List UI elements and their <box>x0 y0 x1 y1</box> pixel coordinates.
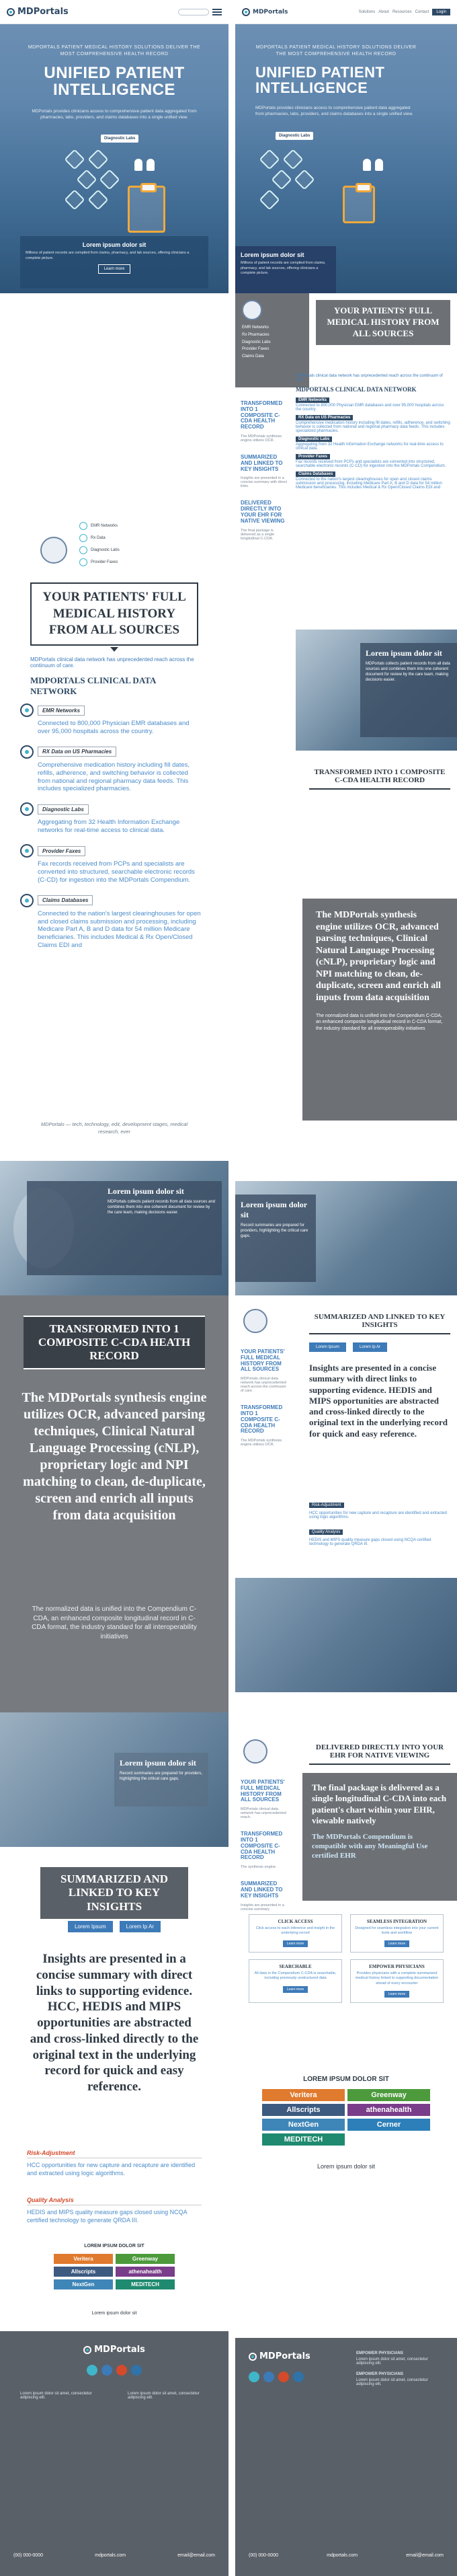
database-icon <box>20 894 34 907</box>
partner-logos <box>262 2089 430 2146</box>
hamburger-menu-icon[interactable] <box>212 9 222 15</box>
partner-logo: Greenway <box>116 2254 175 2264</box>
footer-col-text: Lorem ipsum dolor sit amet, consectetur adipiscing elit. <box>356 2357 428 2365</box>
footer-site[interactable]: mdportals.com <box>327 2553 358 2558</box>
list-item: Provider Faxes Fax records received from PCPs and specialists are converted into structured, searchable electronic records (C-CD) for ingestion into the MDPortals Compendium. <box>296 455 446 468</box>
brand-logo[interactable] <box>7 7 69 17</box>
source-item: Diagnostic Labs <box>242 340 271 344</box>
pill-icon <box>20 745 34 759</box>
partner-logo: athenahealth <box>347 2104 430 2116</box>
people-icon <box>134 159 155 171</box>
records-photo <box>0 1712 229 1847</box>
section-nav <box>241 1780 288 1924</box>
hex-icon <box>99 169 120 190</box>
history-title: YOUR PATIENTS' FULL MEDICAL HISTORY FROM ALL SOURCES <box>316 300 450 345</box>
sources-list <box>242 324 302 361</box>
insights-icon <box>243 1309 267 1333</box>
history-tagline: MDPortals — tech, technology, edit, development stages, medical research, ever <box>40 1121 188 1135</box>
diagnostic-labs-badge: Diagnostic Labs <box>276 132 313 140</box>
flask-icon <box>20 802 34 816</box>
hex-icon <box>271 169 292 190</box>
nav-section-link[interactable]: DELIVERED DIRECTLY INTO YOUR EHR FOR NATIVE VIEWING <box>241 500 285 524</box>
pill-icon <box>79 534 87 542</box>
hex-network-graphic <box>54 132 175 226</box>
nav-section-desc: The final package is delivered as a single longitudinal C-CDA. <box>241 528 275 541</box>
transformed-title: TRANSFORMED INTO 1 COMPOSITE C-CDA HEALTH RECORD <box>309 764 450 790</box>
clinician-photo <box>296 630 457 751</box>
nav-section-desc: MDPortals clinical data network has unprecedented reach. <box>241 1807 286 1820</box>
source-emr: EMR Networks <box>79 522 160 530</box>
summarized-buttons <box>0 1921 229 1932</box>
logo-mark-icon <box>242 8 250 16</box>
sources-strip <box>0 293 229 569</box>
mobile-header <box>0 0 229 24</box>
emr-icon <box>79 522 87 530</box>
monitor-icon <box>20 704 34 717</box>
hero-title-line2: INTELLIGENCE <box>52 81 175 100</box>
hero-pretitle: MDPORTALS PATIENT MEDICAL HISTORY SOLUTIONS DELIVER THE MOST COMPREHENSIVE HEALTH RECORD <box>255 45 417 56</box>
history-subtitle: MDPORTALS CLINICAL DATA NETWORK <box>30 675 156 696</box>
footer-phone[interactable]: (00) 000-0000 <box>13 2553 43 2558</box>
nav-section-desc: MDPortals clinical data network has unprecedented reach across the continuum of care. <box>241 1377 286 1394</box>
history-intro: MDPortals clinical data network has unprecedented reach across the continuum of care. <box>296 374 443 382</box>
nav-section-link[interactable]: YOUR PATIENTS' FULL MEDICAL HISTORY FROM ALL SOURCES <box>241 1779 285 1803</box>
hero-box-title: Lorem ipsum dolor sit <box>82 241 147 248</box>
partner-logo: MEDITECH <box>116 2279 175 2289</box>
records-photo <box>235 1181 457 1295</box>
footer-contact <box>249 2553 444 2558</box>
nav-link[interactable]: Solutions <box>358 9 376 14</box>
partner-logo: Veritera <box>54 2254 113 2264</box>
nav-section-desc: The MDPortals synthesis engine utilizes OCR. <box>241 434 282 443</box>
photo-title: Lorem ipsum dolor sit <box>366 648 442 658</box>
quality-block <box>309 1524 450 1546</box>
partner-logo: MEDITECH <box>262 2133 345 2146</box>
partner-logo: Cerner <box>347 2119 430 2131</box>
login-button[interactable]: Login <box>432 9 450 15</box>
transformed-body: The MDPortals synthesis engine utilizes OCR, advanced parsing techniques, Clinical Natural Language Processing (cNLP), proprietary logic and NPI matching to clean, de-duplicate, screen and enrich all inputs from data acquisition <box>316 910 442 1003</box>
site-footer <box>0 2331 229 2576</box>
brand-name: MDPortals <box>17 7 69 17</box>
twitter-icon[interactable] <box>87 2365 97 2376</box>
footer-col-title: EMPOWER PHYSICIANS <box>356 2351 404 2355</box>
photo-title: Lorem ipsum dolor sit <box>108 1186 184 1196</box>
partners-footer-title: Lorem ipsum dolor sit <box>91 2311 137 2316</box>
hex-icon <box>64 189 85 210</box>
hex-icon <box>64 149 85 169</box>
feature-card: CLICK ACCESS Click access to each inference and insight in the underlying record Learn more <box>249 1914 342 1953</box>
list-item: Claims Databases Connected to the nation's largest clearinghouses for open and closed claims submission and processing, including Medicare Part A, B and D data for 54 million Medicare beneficiaries. This includes Medical & Rx Open/Closed Claims EDI and <box>20 894 202 950</box>
partner-logo: Allscripts <box>262 2104 345 2116</box>
summarized-title: SUMMARIZED AND LINKED TO KEY INSIGHTS <box>309 1309 450 1334</box>
risk-text: HCC opportunities for new capture and recapture are identified and extracted using logic algorithms. <box>27 2162 196 2176</box>
feature-cards <box>249 1914 444 2003</box>
facebook-icon[interactable] <box>101 2365 112 2376</box>
social-links <box>0 2365 229 2376</box>
risk-label: Risk-Adjustment <box>309 1503 344 1508</box>
lorem-button-1[interactable]: Lorem Ipsum <box>68 1921 113 1932</box>
linkedin-icon[interactable] <box>131 2365 142 2376</box>
hex-icon <box>259 189 280 210</box>
quality-label: Quality Analysis <box>309 1529 343 1535</box>
hex-icon <box>87 149 108 169</box>
search-pill[interactable] <box>178 9 209 15</box>
quality-block <box>27 2197 202 2224</box>
photo-body: Record summaries are prepared for providers, highlighting the critical care gaps. <box>120 1772 203 1782</box>
brand-logo[interactable]: MDPortals <box>242 8 288 16</box>
nav-section-link[interactable]: SUMMARIZED AND LINKED TO KEY INSIGHTS <box>241 453 283 472</box>
source-item: EMR Networks <box>242 326 269 330</box>
transformed-note: The normalized data is unified into the Compendium C-CDA, an enhanced composite longitudinal record in C-CDA format, the industry standard for all interoperability initiatives <box>32 1605 197 1640</box>
linkedin-icon[interactable] <box>293 2372 304 2382</box>
footer-phone[interactable]: (00) 000-0000 <box>249 2553 278 2558</box>
clinician-photo <box>0 1161 229 1295</box>
nav-section-desc: Insights are presented in a concise summary with direct links. <box>241 476 288 489</box>
footer-col-text: Lorem ipsum dolor sit amet, consectetur adipiscing elit. <box>356 2378 428 2386</box>
delivered-body-2: The MDPortals Compendium is compatible with any Meaningful Use certified EHR <box>312 1833 428 1860</box>
list-item: Diagnostic Labs Aggregating from 32 Health Information Exchange networks for real-time access to clinical data. <box>296 437 444 451</box>
nav-section-link[interactable]: YOUR PATIENTS' FULL MEDICAL HISTORY FROM ALL SOURCES <box>241 1349 285 1373</box>
ehr-icon <box>243 1739 267 1764</box>
photo-title: Lorem ipsum dolor sit <box>241 1200 307 1219</box>
risk-block <box>309 1497 450 1519</box>
transformed-note: The normalized data is unified into the Compendium C-CDA, an enhanced composite longitudinal record in C-CDA format, the industry standard for all interoperability initiatives <box>316 1014 443 1031</box>
hex-icon <box>259 149 280 169</box>
section-nav <box>241 401 288 553</box>
summarized-body: Insights are presented in a concise summary with direct links to supporting evidence. HCC, HEDIS and MIPS opportunities are abstracted and cross-linked directly to the original text in the underlying record for quick and easy reference. <box>30 1952 199 2094</box>
list-item: RX Data on US Pharmacies Comprehensive medication history including fill dates, refills, adherence, and switching behavior is collected from national and regional pharmacy data feeds. This includes specialized pharmacies. <box>296 416 450 433</box>
partner-logo: Veritera <box>262 2089 345 2101</box>
feature-card: SEAMLESS INTEGRATION Designed for seamless integration into your current tools and workflow Learn more <box>350 1914 444 1953</box>
footer-col-title: EMPOWER PHYSICIANS <box>356 2372 404 2376</box>
photo-body: MDPortals collects patient records from all data sources and combines them into one coherent document for review by the care team, making decisions easier. <box>108 1200 216 1215</box>
logo-mark-icon <box>249 2353 257 2361</box>
hero-title: UNIFIED PATIENT INTELLIGENCE <box>255 64 385 97</box>
hero-title-line1: UNIFIED PATIENT <box>44 64 185 82</box>
youtube-icon[interactable] <box>278 2372 289 2382</box>
twitter-icon[interactable] <box>249 2372 259 2382</box>
partner-logo: Allscripts <box>54 2267 113 2277</box>
nav-section-desc: The synthesis engine. <box>241 1865 277 1870</box>
section-nav <box>241 1349 288 1459</box>
partner-logos <box>54 2254 175 2289</box>
list-item: EMR Networks Connected to 800,000 Physician EMR databases and over 95,000 hospitals across the country. <box>296 398 444 412</box>
feature-card: EMPOWER PHYSICIANS Provides physicians with a complete summarized medical history linked to supporting documentation ahead of every encounter Learn more <box>350 1959 444 2002</box>
nav-section-desc: The MDPortals synthesis engine utilizes OCR. <box>241 1439 282 1447</box>
history-subtitle: MDPORTALS CLINICAL DATA NETWORK <box>296 386 417 393</box>
risk-label: Risk-Adjustment <box>27 2150 202 2158</box>
logo-mark-icon <box>7 8 15 16</box>
fax-icon <box>20 844 34 858</box>
history-section <box>0 569 229 1161</box>
history-intro: MDPortals clinical data network has unprecedented reach across the continuum of care. <box>30 656 194 669</box>
summarized-title: SUMMARIZED AND LINKED TO KEY INSIGHTS <box>40 1867 188 1919</box>
nav-section-link[interactable]: TRANSFORMED INTO 1 COMPOSITE C-CDA HEALTH RECORD <box>241 1831 283 1861</box>
nav-section-desc: Insights are presented in a concise summary. <box>241 1903 284 1911</box>
data-network-list <box>296 374 450 494</box>
nav-link[interactable]: Contact <box>415 9 429 14</box>
photo-overlay <box>360 643 457 737</box>
footer-contact <box>13 2553 215 2558</box>
nav-section-link[interactable]: SUMMARIZED AND LINKED TO KEY INSIGHTS <box>241 1881 283 1899</box>
footer-col-text: Lorem ipsum dolor sit amet, consectetur adipiscing elit. <box>20 2392 92 2400</box>
list-item: Provider Faxes Fax records received from PCPs and specialists are converted into structured, searchable electronic records (C-CD) for ingestion into the MDPortals Compendium. <box>20 844 202 884</box>
clipboard-icon <box>128 186 165 233</box>
hex-icon <box>294 169 315 190</box>
list-item: EMR Networks Connected to 800,000 Physician EMR databases and over 95,000 hospitals across the country. <box>20 704 202 736</box>
card-button[interactable]: Learn more <box>283 1986 308 1993</box>
desktop-nav <box>359 9 450 15</box>
partner-logo: NextGen <box>262 2119 345 2131</box>
transformed-title: TRANSFORMED INTO 1 COMPOSITE C-CDA HEATH RECORD <box>24 1316 205 1369</box>
risk-block <box>27 2150 202 2177</box>
partner-logo: NextGen <box>54 2279 113 2289</box>
nav-link[interactable]: About <box>378 9 389 14</box>
nav-section-link[interactable]: TRANSFORMED INTO 1 COMPOSITE C-CDA HEALTH RECORD <box>241 1404 283 1435</box>
facebook-icon[interactable] <box>263 2372 274 2382</box>
source-item: Provider Faxes <box>242 347 269 352</box>
hex-network-graphic <box>249 125 437 226</box>
hex-icon <box>87 189 108 210</box>
footer-email[interactable]: email@email.com <box>177 2553 215 2558</box>
hero-pretitle: MDPORTALS PATIENT MEDICAL HISTORY SOLUTIONS DELIVER THE MOST COMPREHENSIVE HEALTH RECORD <box>28 45 201 56</box>
desktop-delivered <box>235 1733 457 2338</box>
hero-title <box>7 65 222 98</box>
desktop-layout <box>235 0 457 2576</box>
lorem-button-2[interactable]: Lorem Ip Ar <box>120 1921 161 1932</box>
quality-text: HEDIS and MIPS quality measure gaps closed using NCQA certified technology to generate QRDA III. <box>27 2209 188 2224</box>
desktop-header <box>235 0 457 24</box>
sources-panel <box>235 293 309 387</box>
partners-title: LOREM IPSUM DOLOR SIT <box>84 2244 144 2248</box>
fax-icon <box>79 558 87 566</box>
delivered-panel <box>302 1773 457 1901</box>
clipboard-icon <box>343 186 375 223</box>
caret-down-icon <box>110 647 118 652</box>
hero-box-body: Millions of patient records are compiled from claims, pharmacy, and lab sources, offering clinicians a complete picture. <box>241 261 326 276</box>
footer-email[interactable]: email@email.com <box>406 2553 444 2558</box>
card-button[interactable]: Learn more <box>283 1940 308 1947</box>
footer-site[interactable]: mdportals.com <box>95 2553 126 2558</box>
summarized-body: Insights are presented in a concise summary with direct links to supporting evidence. HEDIS and MIPS opportunities are abstracted and cross-linked directly to the original text in the underlying record for quick and easy reference. <box>309 1363 448 1439</box>
partner-logo: Greenway <box>347 2089 430 2101</box>
list-item: RX Data on US Pharmacies Comprehensive medication history including fill dates, refills, adherence, and switching behavior is collected from national and regional pharmacy data feeds. This includes specialized pharmacies. <box>20 745 202 794</box>
desktop-hero <box>235 24 457 293</box>
photo-overlay <box>27 1181 222 1275</box>
list-item: Diagnostic Labs Aggregating from 32 Health Information Exchange networks for real-time access to clinical data. <box>20 802 202 835</box>
hero-info-box <box>20 236 208 289</box>
card-button[interactable]: Learn more <box>384 1940 410 1947</box>
data-hub-icon <box>40 537 67 564</box>
photo-body: Record summaries are prepared for providers, highlighting the critical care gaps. <box>241 1223 308 1239</box>
ehr-photo <box>235 1578 457 1692</box>
photo-overlay <box>235 1195 316 1282</box>
source-fax: Provider Faxes <box>79 558 160 566</box>
source-rx: Rx Data <box>79 534 160 542</box>
quality-label: Quality Analysis <box>27 2197 202 2205</box>
footer-col-text: Lorem ipsum dolor sit amet, consectetur adipiscing elit. <box>128 2392 200 2400</box>
hex-icon <box>282 149 303 169</box>
delivered-body-1: The final package is delivered as a single longitudinal C-CDA into each patient's chart within your EHR, viewable natively <box>312 1782 447 1825</box>
hero-box-title: Lorem ipsum dolor sit <box>241 252 304 258</box>
summarized-buttons <box>309 1342 450 1352</box>
hex-icon <box>76 169 97 190</box>
source-item: Claims Data <box>242 354 264 359</box>
hero-body: MDPortals provides clinicians access to comprehensive patient data aggregated from pharmacies, labs, providers, and claims databases into a single unified view. <box>255 106 413 117</box>
summarized-section <box>0 1847 229 2331</box>
flask-icon <box>79 546 87 554</box>
photo-overlay <box>114 1753 208 1807</box>
source-item: Rx Pharmacies <box>242 332 269 337</box>
source-labs: Diagnostic Labs <box>79 546 160 554</box>
photo-body: MDPortals collects patient records from all data sources and combines them into one coherent document for review by the care team, making decisions easier. <box>366 662 450 683</box>
nav-section-link[interactable]: TRANSFORMED INTO 1 COMPOSITE C-CDA HEALTH RECORD <box>241 400 283 430</box>
logo-mark-icon <box>83 2346 91 2354</box>
card-button[interactable]: Learn more <box>384 1991 410 1998</box>
data-hub-icon <box>242 300 262 320</box>
people-icon <box>363 159 383 171</box>
footer-logo[interactable]: MDPortals <box>249 2351 310 2361</box>
partner-logo: athenahealth <box>116 2267 175 2277</box>
feature-card: SEARCHABLE All data in the Compendium C-CDA is searchable, including previously unstructured data Learn more <box>249 1959 342 2002</box>
nav-link[interactable]: Resources <box>392 9 412 14</box>
partners-footer-title: Lorem ipsum dolor sit <box>317 2163 376 2170</box>
desktop-summarized <box>235 1181 457 1733</box>
hero-box-body: Millions of patient records are compiled from claims, pharmacy, and lab sources, offering clinicians a complete picture. <box>26 251 190 260</box>
hero-section <box>0 24 229 293</box>
mobile-nav <box>178 9 222 15</box>
footer-columns <box>20 2392 208 2400</box>
transformed-section <box>0 1295 229 1712</box>
risk-text: HCC opportunities for new capture and recapture are identified and extracted using logic algorithms. <box>309 1511 447 1519</box>
youtube-icon[interactable] <box>116 2365 127 2376</box>
transformed-panel <box>302 899 457 1121</box>
desktop-footer <box>235 2338 457 2576</box>
photo-title: Lorem ipsum dolor sit <box>120 1758 196 1768</box>
footer-logo[interactable]: MDPortals <box>0 2345 229 2355</box>
transformed-body: The MDPortals synthesis engine utilizes OCR, advanced parsing techniques, Clinical Natural Language Processing (cNLP), proprietary logic and NPI matching to clean, de-duplicate, screen and enrich all inputs from data acquisition <box>22 1390 207 1523</box>
hero-body: MDPortals provides clinicians access to comprehensive patient data aggregated from pharmacies, labs, providers, and claims databases into a single unified view. <box>32 109 197 120</box>
list-item: Claims Databases Connected to the nation's largest clearinghouses for open and closed claims submission and processing, including Medicare Part A, B and D data for 54 million Medicare beneficiaries. This includes Medical & Rx Open/Closed Claims EDI and <box>296 472 442 490</box>
desktop-transformed <box>235 899 457 1181</box>
diagnostic-labs-badge: Diagnostic Labs <box>101 135 138 143</box>
quality-text: HEDIS and MIPS quality measure gaps closed using NCQA certified technology to generate QRDA III. <box>309 1538 431 1546</box>
history-title: YOUR PATIENTS' FULL MEDICAL HISTORY FROM ALL SOURCES <box>30 582 198 646</box>
delivered-title: DELIVERED DIRECTLY INTO YOUR EHR FOR NATIVE VIEWING <box>309 1739 450 1765</box>
social-links <box>249 2372 304 2382</box>
partners-title: LOREM IPSUM DOLOR SIT <box>303 2076 389 2083</box>
hero-info-box <box>235 246 336 293</box>
desktop-history <box>235 293 457 899</box>
footer-columns <box>356 2351 444 2386</box>
lorem-button-1[interactable]: Lorem Ipsum <box>309 1342 346 1352</box>
data-network-list <box>20 704 202 959</box>
lorem-button-2[interactable]: Lorem Ip Ar <box>353 1342 387 1352</box>
learn-more-button[interactable]: Learn more <box>98 264 131 274</box>
